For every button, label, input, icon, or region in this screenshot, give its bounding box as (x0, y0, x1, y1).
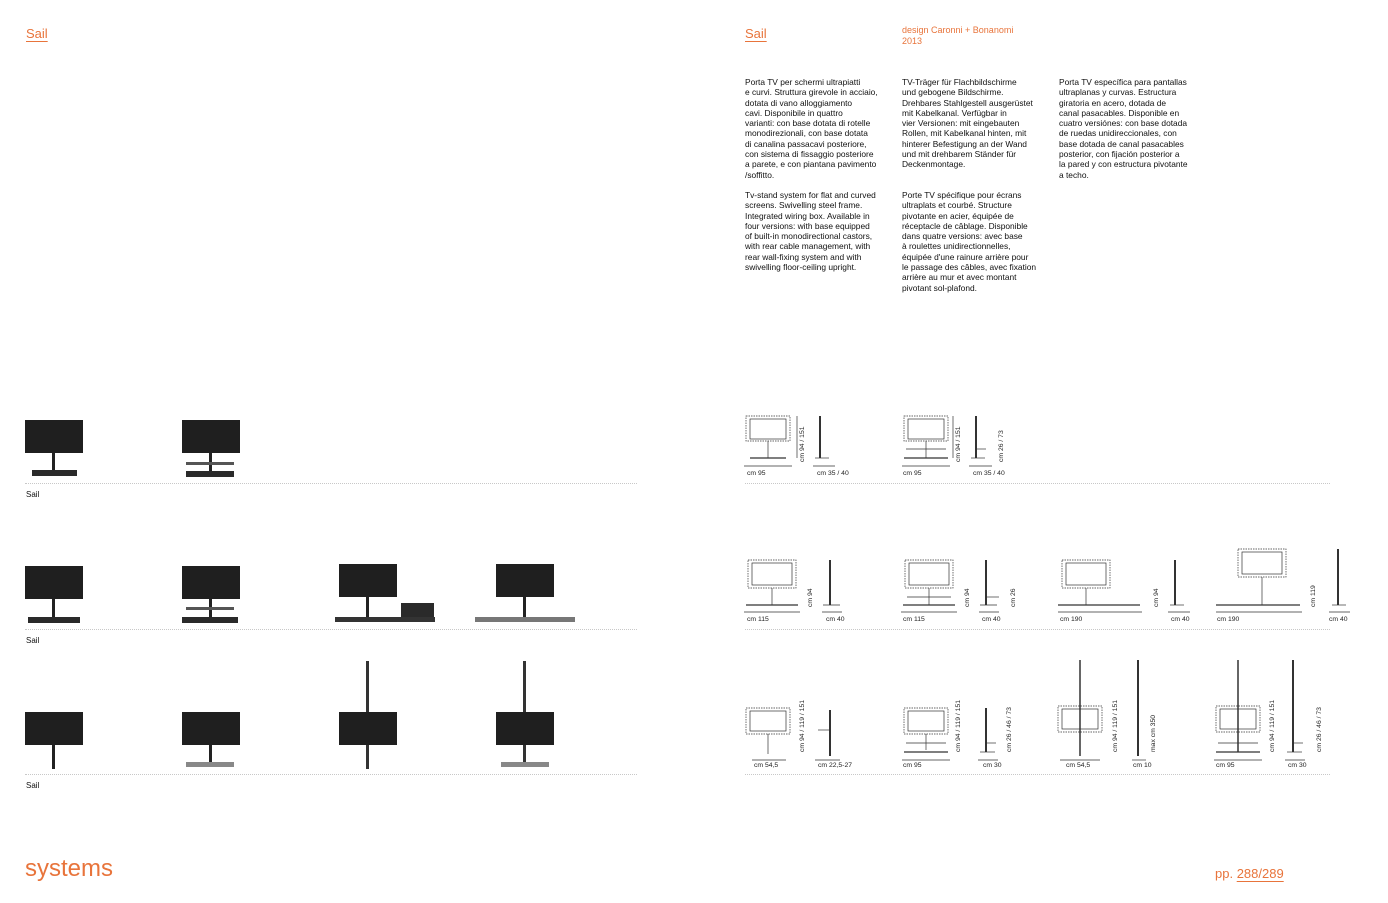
left-page-title: Sail (26, 26, 48, 41)
row-caption: Sail (26, 490, 40, 499)
dimension-height-secondary: cm 26 / 73 (998, 430, 1005, 462)
drawing-front (902, 708, 950, 760)
row-caption: Sail (26, 781, 40, 790)
dimension-depth: cm 40 (1171, 616, 1190, 623)
drawing-front (746, 708, 790, 760)
drawing-side (1329, 549, 1350, 612)
dimension-height: cm 94 / 119 / 151 (1269, 699, 1276, 752)
dimension-height: cm 119 (1310, 585, 1317, 607)
drawing-front (1214, 660, 1262, 760)
dimension-height: cm 94 (964, 588, 971, 607)
description-spanish: Porta TV específica para pantallas ultraplanas y curvas. Estructura giratoria en acero, dotada de canal pasacables. Disponible en cuatro versiónes: con base dotada de ruedas unidireccionales, con base dotada de canal pasacables posterior, con fijación posterior a la pared y con estructura pivotante a techo. (1059, 77, 1188, 180)
dimension-height: cm 94 / 151 (799, 426, 806, 462)
dimension-depth: cm 30 (983, 762, 1002, 769)
dimension-height: cm 94 / 119 / 151 (799, 699, 806, 752)
drawing-side (979, 560, 999, 612)
drawings-divider (745, 774, 1330, 775)
dimension-height: cm 94 / 119 / 151 (955, 699, 962, 752)
dimension-width: cm 95 (903, 470, 922, 477)
drawing-side (822, 560, 842, 612)
dimension-depth: cm 22,5-27 (818, 762, 853, 769)
drawing-front (1058, 660, 1102, 760)
drawing-front (902, 416, 953, 466)
dimension-height: cm 94 (1153, 588, 1160, 607)
dimension-width: cm 115 (747, 616, 769, 623)
design-year: 2013 (902, 36, 923, 46)
drawing-side (978, 708, 998, 760)
designer-credit: design Caronni + Bonanomi (902, 25, 1014, 35)
section-label: systems (25, 855, 114, 882)
drawing-front (1216, 549, 1302, 612)
drawing-front (744, 560, 800, 612)
dimension-width: cm 115 (903, 616, 925, 623)
drawing-front (744, 416, 797, 466)
drawing-front (901, 560, 957, 612)
description-german: TV-Träger für Flachbildschirme und gebogene Bildschirme. Drehbares Stahlgestell ausgerüstet mit Kabelkanal. Verfügbar in vier Versionen: mit eingebauten Rollen, mit Kabelkanal hinten, mit hinterer Befestigung an der Wand und mit drehbarem Ständer für Deckenmontage. (902, 77, 1033, 170)
dimension-width: cm 95 (1216, 762, 1235, 769)
drawing-side (813, 416, 835, 466)
dimension-depth: cm 40 (1329, 616, 1348, 623)
dimension-width: cm 54,5 (754, 762, 779, 769)
row-caption: Sail (26, 636, 40, 645)
description-french: Porte TV spécifique pour écrans ultraplats et courbé. Structure pivotante en acier, équipée de réceptacle de câblage. Disponible dans quatre versions: avec base à roulettes unidirectionnelles, équipée d'une rainure arrière pour le passage des câbles, avec fixation arrière au mur et avec montant pivotant sol-plafond. (902, 190, 1037, 293)
dimension-depth: cm 40 (982, 616, 1001, 623)
dimension-height: cm 94 / 151 (955, 426, 962, 462)
drawing-side (815, 710, 840, 760)
drawing-side (1285, 660, 1305, 760)
page-numbers (1215, 866, 1284, 881)
page-prefix: pp. (1215, 866, 1234, 881)
dimension-width: cm 190 (1217, 616, 1240, 623)
dimension-height-secondary: cm 26 / 46 / 73 (1006, 707, 1013, 752)
dimension-height-secondary: max cm 350 (1150, 714, 1157, 752)
dimension-height: cm 94 (807, 588, 814, 607)
dimension-width: cm 54,5 (1066, 762, 1091, 769)
drawing-front (1058, 560, 1142, 612)
dimension-depth: cm 40 (826, 616, 845, 623)
drawing-side (969, 416, 992, 466)
dimension-depth: cm 35 / 40 (973, 470, 1005, 477)
dimension-depth: cm 10 (1133, 762, 1152, 769)
dimension-width: cm 190 (1060, 616, 1083, 623)
dimension-width: cm 95 (903, 762, 922, 769)
dimension-depth: cm 30 (1288, 762, 1307, 769)
dimension-depth: cm 35 / 40 (817, 470, 849, 477)
drawings-divider (745, 629, 1330, 630)
drawing-side (1168, 560, 1190, 612)
drawings-divider (745, 483, 1330, 484)
description-italian: Porta TV per schermi ultrapiatti e curvi. Struttura girevole in acciaio, dotata di vano alloggiamento cavi. Disponibile in quattro varianti: con base dotata di rotelle monodirezionali, con base dotata di canalina passacavi posteriore, con sistema di fissaggio posteriore a parete, e con piantana pavimento /soffitto. (745, 77, 878, 180)
page-range: 288/289 (1236, 866, 1284, 881)
dimension-height-secondary: cm 26 / 46 / 73 (1316, 707, 1323, 752)
description-english: Tv-stand system for flat and curved screens. Swivelling steel frame. Integrated wiring box. Available in four versions: with base equipped of built-in monodirectional castors, with rear cable management, with rear wall-fixing system and with swivelling floor-ceiling upright. (745, 190, 876, 273)
dimension-height-secondary: cm 26 (1010, 588, 1017, 607)
drawing-side (1132, 660, 1146, 760)
right-page-title: Sail (745, 26, 767, 41)
dimension-height: cm 94 / 119 / 151 (1112, 699, 1119, 752)
dimension-width: cm 95 (747, 470, 766, 477)
